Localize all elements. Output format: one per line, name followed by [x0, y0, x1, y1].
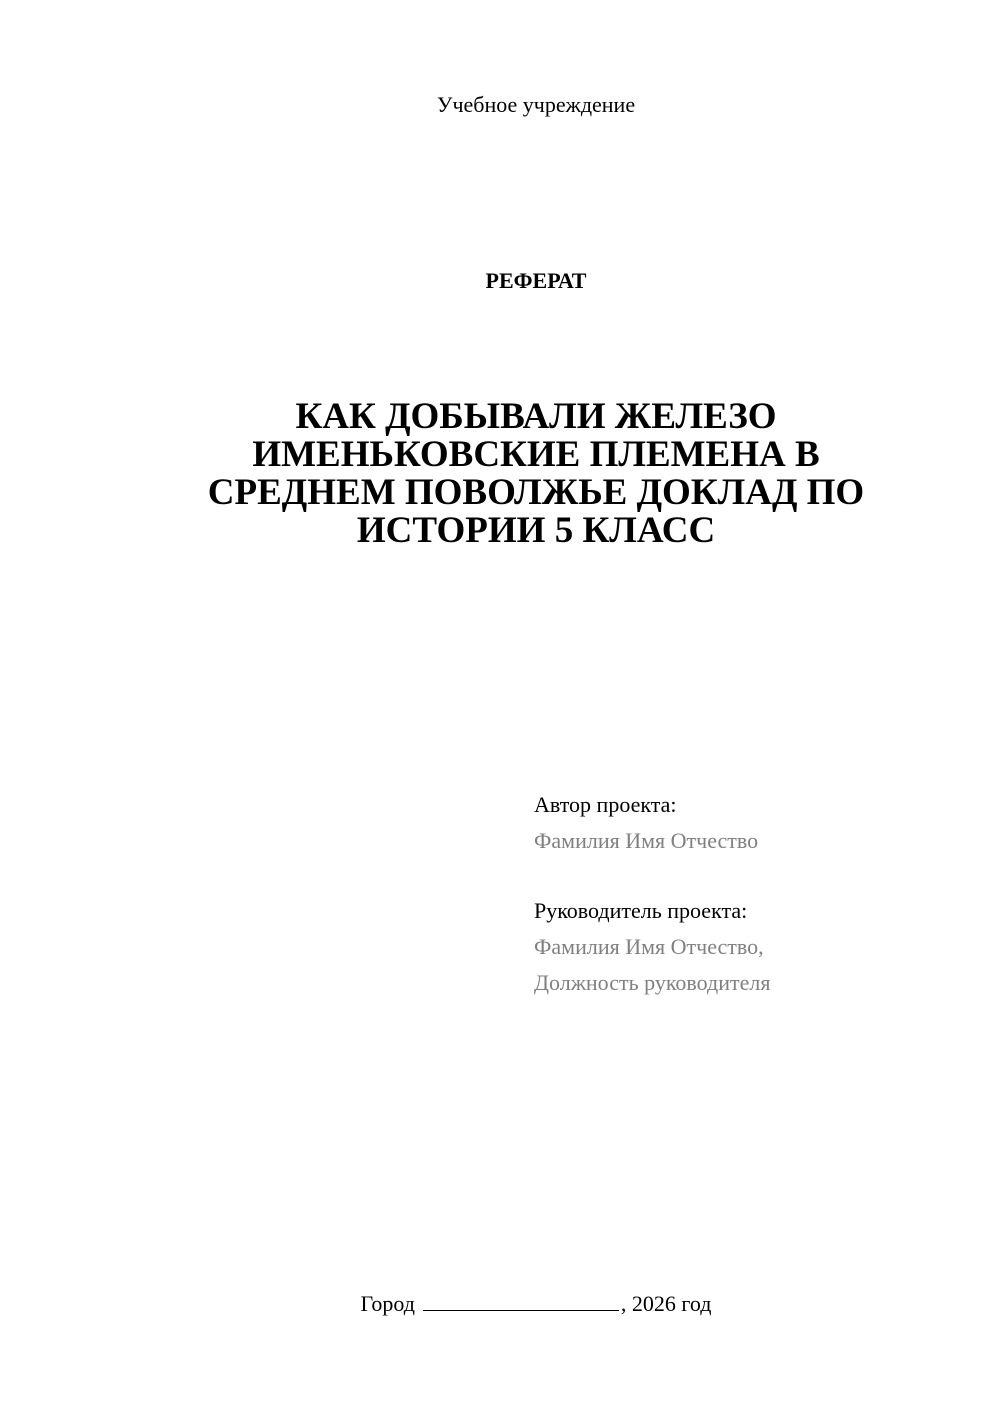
- supervisor-name: Фамилия Имя Отчество,: [534, 934, 764, 959]
- supervisor-position: Должность руководителя: [534, 970, 771, 995]
- year-text: , 2026 год: [620, 1291, 712, 1316]
- author-label: Автор проекта:: [534, 792, 677, 817]
- credits-spacer: [534, 859, 964, 893]
- city-year-line: [0, 1290, 1000, 1318]
- project-credits: [534, 787, 964, 1001]
- city-blank-underline: [423, 1290, 619, 1311]
- city-label: Город: [360, 1291, 415, 1316]
- author-name: Фамилия Имя Отчество: [534, 828, 759, 853]
- document-title: КАК ДОБЫВАЛИ ЖЕЛЕЗО ИМЕНЬКОВСКИЕ ПЛЕМЕНА В СРЕДНЕМ ПОВОЛЖЬЕ ДОКЛАД ПО ИСТОРИИ 5 КЛАСС: [207, 396, 865, 551]
- supervisor-label: Руководитель проекта:: [534, 898, 748, 923]
- document-type: РЕФЕРАТ: [485, 268, 587, 293]
- institution-name: Учебное учреждение: [436, 92, 636, 117]
